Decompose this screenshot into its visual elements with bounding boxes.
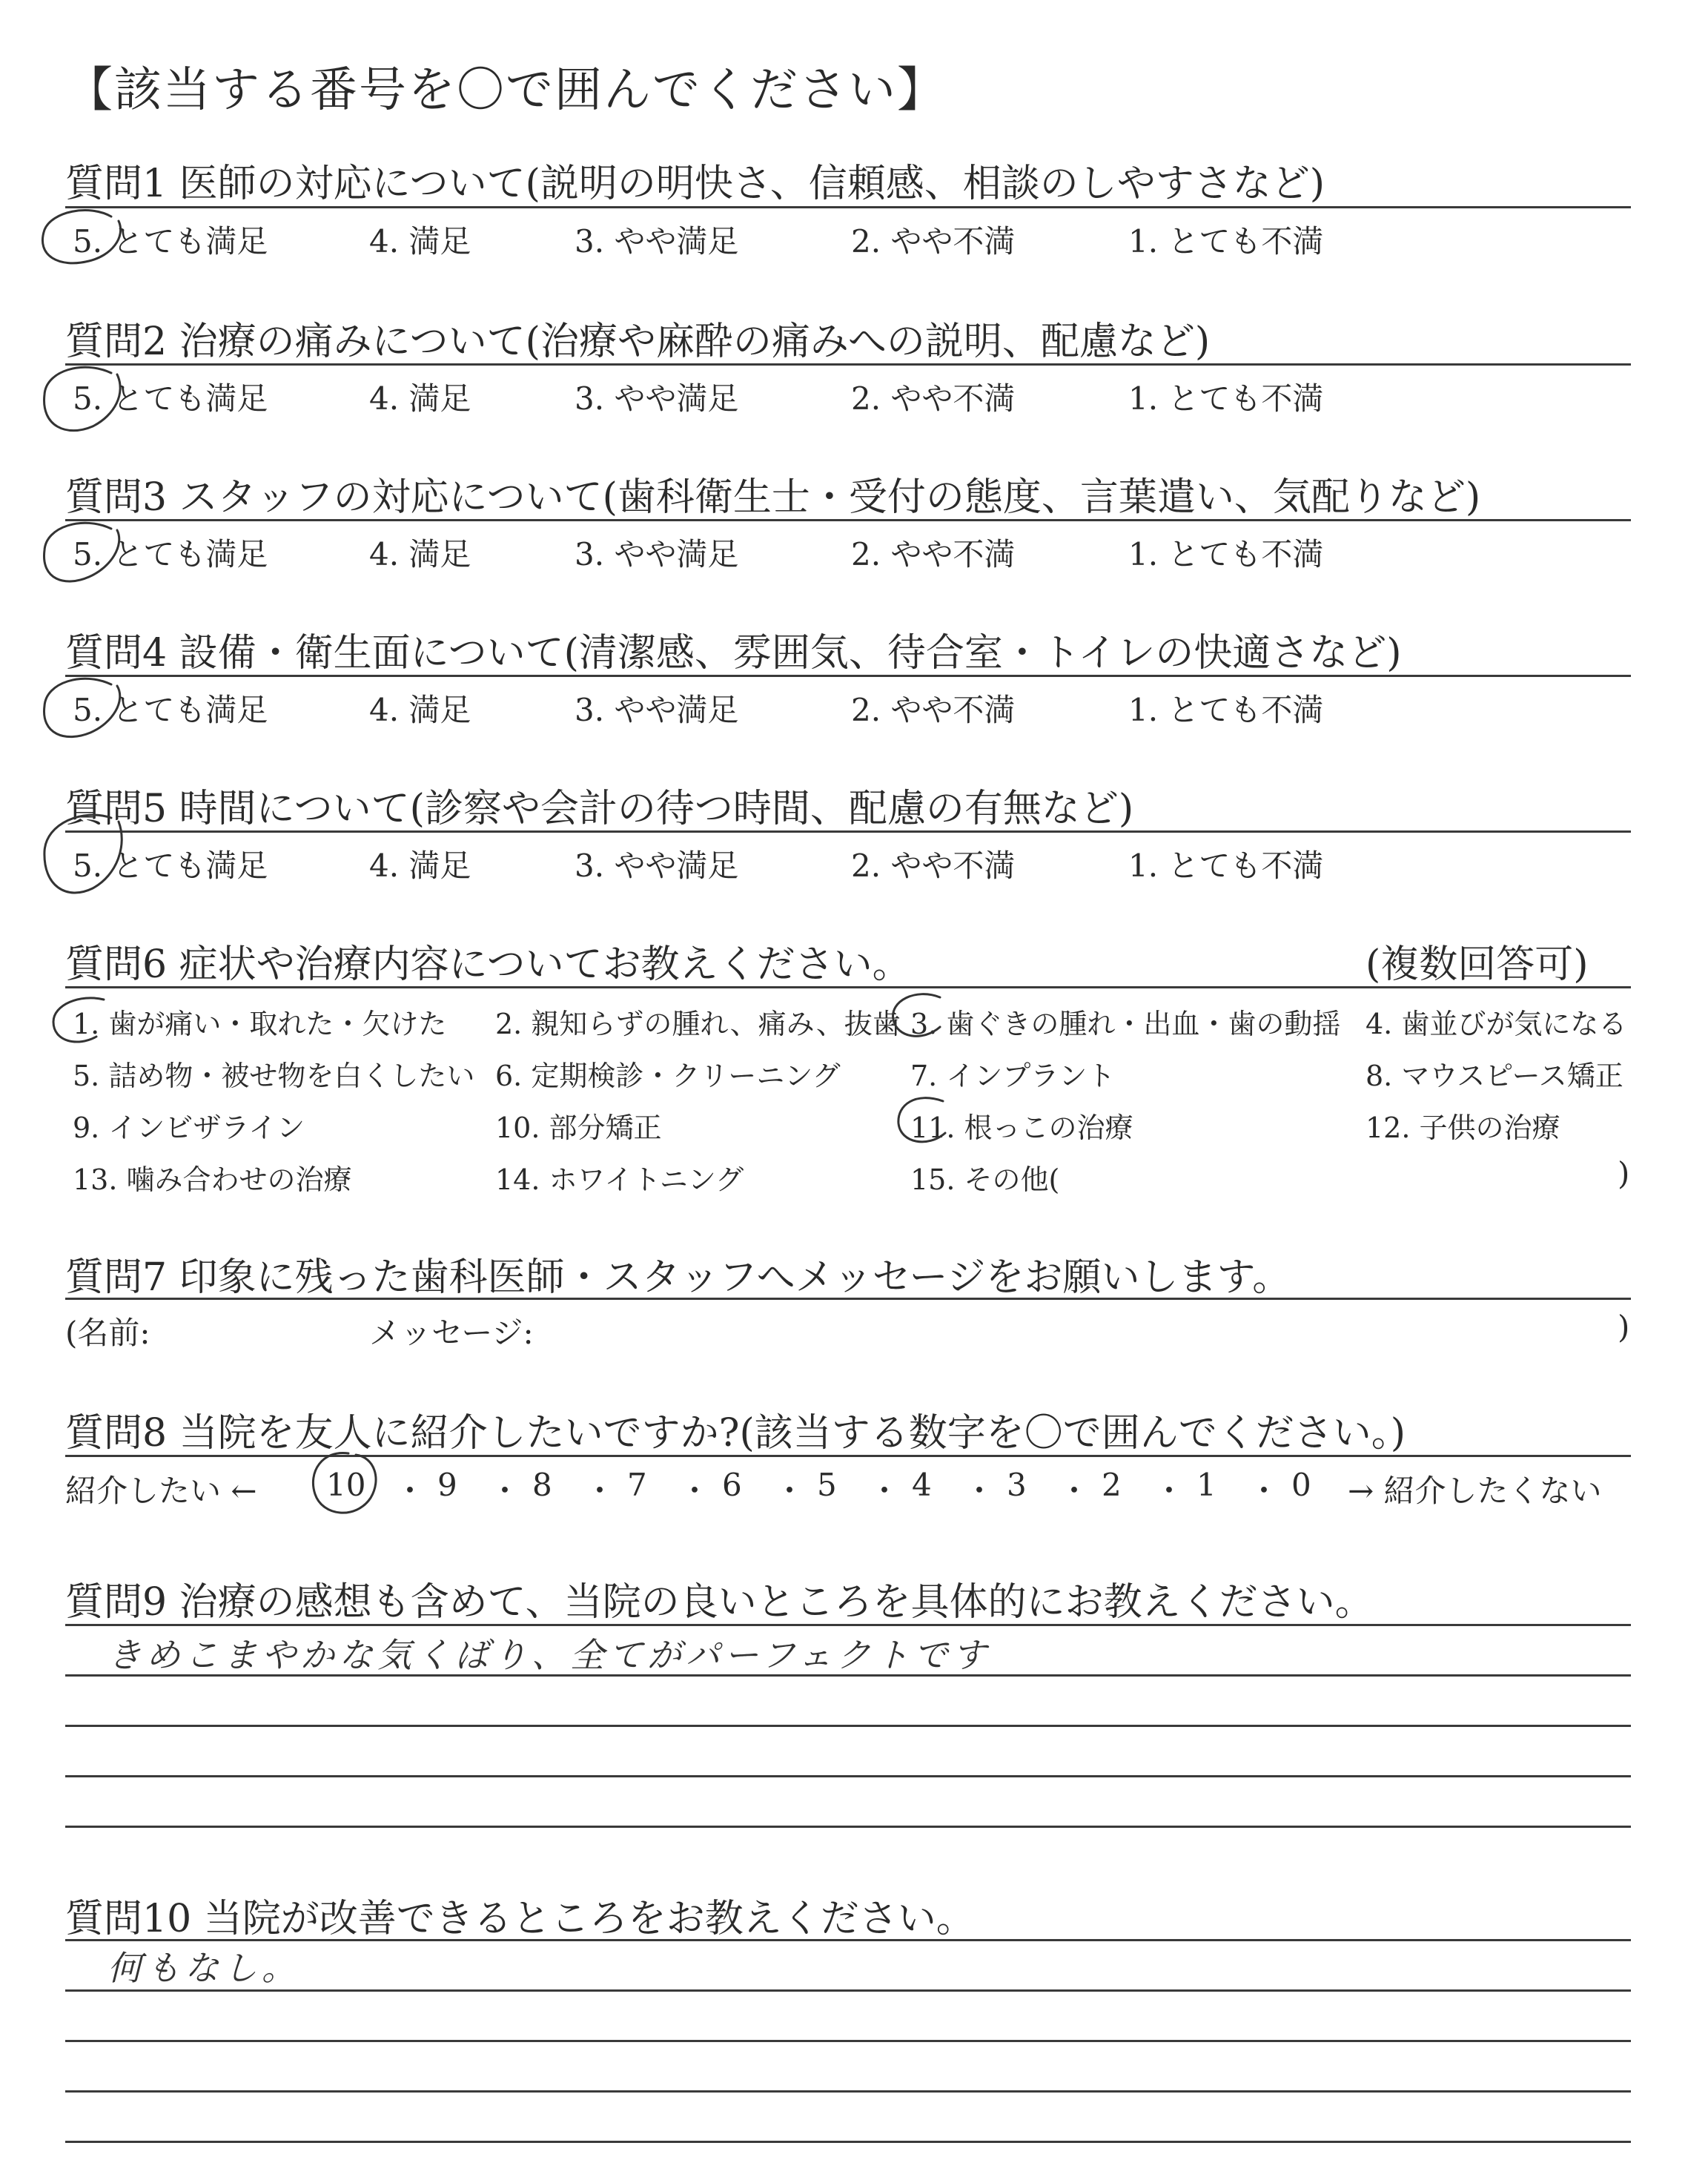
question-9-title: 質問9 治療の感想も含めて、当院の良いところを具体的にお教えください。 [65,1580,1374,1625]
q2-option-5[interactable]: 5. とても満足 [73,380,268,417]
q5-option-4[interactable]: 4. 満足 [369,848,471,884]
q3-option-1[interactable]: 1. とても不満 [1128,536,1324,572]
q8-score-5[interactable]: 5 [817,1467,837,1503]
q5-option-3[interactable]: 3. やや満足 [575,848,739,884]
q9-handwritten-answer: きめこまやかな気くばり、全てがパーフェクトです [107,1635,991,1675]
question-6-rule [65,986,1631,988]
q4-option-2[interactable]: 2. やや不満 [851,692,1016,728]
q2-option-1[interactable]: 1. とても不満 [1128,380,1324,417]
question-4-title: 質問4 設備・衛生面について(清潔感、雰囲気、待合室・トイレの快適さなど) [65,631,1402,676]
q6-option-9[interactable]: 9. インビザライン [73,1112,305,1144]
q6-option-14[interactable]: 14. ホワイトニング [495,1163,744,1196]
q8-score-10[interactable]: 10 [326,1467,366,1503]
q6-option-15[interactable]: 15. その他( [910,1163,1060,1196]
q9-line-1 [65,1624,1631,1626]
q8-score-6[interactable]: 6 [722,1467,742,1503]
q7-close-paren: ) [1618,1309,1630,1345]
q8-score-9[interactable]: 9 [437,1467,457,1503]
q1-option-1[interactable]: 1. とても不満 [1128,223,1324,260]
question-10-title: 質問10 当院が改善できるところをお教えください。 [65,1897,975,1941]
q8-score-4[interactable]: 4 [912,1467,932,1503]
q6-option-4[interactable]: 4. 歯並びが気になる [1366,1008,1627,1040]
q3-option-4[interactable]: 4. 満足 [369,536,471,572]
q8-score-8[interactable]: 8 [532,1467,552,1503]
q9-line-2 [65,1674,1631,1677]
q5-option-2[interactable]: 2. やや不満 [851,848,1016,884]
q4-option-1[interactable]: 1. とても不満 [1128,692,1324,728]
q5-option-1[interactable]: 1. とても不満 [1128,848,1324,884]
q2-option-2[interactable]: 2. やや不満 [851,380,1016,417]
question-8-title: 質問8 当院を友人に紹介したいですか?(該当する数字を〇で囲んでください。) [65,1411,1406,1456]
q6-option-13[interactable]: 13. 噛み合わせの治療 [73,1163,352,1196]
question-2-title: 質問2 治療の痛みについて(治療や麻酔の痛みへの説明、配慮など) [65,320,1211,364]
q4-option-5[interactable]: 5. とても満足 [73,692,268,728]
question-6-note: (複数回答可) [1366,942,1589,987]
q7-message-label: メッセージ: [369,1315,534,1351]
q6-option-3[interactable]: 3. 歯ぐきの腫れ・出血・歯の動揺 [910,1008,1341,1040]
q7-name-label: (名前: [65,1315,150,1351]
q8-score-7[interactable]: 7 [627,1467,647,1503]
q10-line-2 [65,1989,1631,1992]
q10-line-5 [65,2141,1631,2143]
q8-score-2[interactable]: 2 [1102,1467,1122,1503]
q6-option-12[interactable]: 12. 子供の治療 [1366,1112,1560,1144]
q1-option-2[interactable]: 2. やや不満 [851,223,1016,260]
q8-right-label: → 紹介したくない [1348,1473,1602,1509]
question-4-rule [65,675,1631,677]
q2-option-3[interactable]: 3. やや満足 [575,380,739,417]
q6-option-2[interactable]: 2. 親知らずの腫れ、痛み、抜歯 [495,1008,901,1040]
q4-option-4[interactable]: 4. 満足 [369,692,471,728]
q8-score-1[interactable]: 1 [1196,1467,1217,1503]
q8-left-label: 紹介したい ← [65,1473,257,1509]
question-2-rule [65,363,1631,366]
q6-other-close-paren: ) [1618,1155,1630,1192]
q3-option-5[interactable]: 5. とても満足 [73,536,268,572]
question-8-rule [65,1455,1631,1457]
question-3-title: 質問3 スタッフの対応について(歯科衛生士・受付の態度、言葉遣い、気配りなど) [65,475,1481,520]
question-7-title: 質問7 印象に残った歯科医師・スタッフへメッセージをお願いします。 [65,1255,1291,1300]
q10-handwritten-answer: 何もなし。 [107,1948,300,1988]
question-1-title: 質問1 医師の対応について(説明の明快さ、信頼感、相談のしやすさなど) [65,162,1325,206]
q1-option-5[interactable]: 5. とても満足 [73,223,268,260]
q2-option-4[interactable]: 4. 満足 [369,380,471,417]
question-7-rule [65,1298,1631,1300]
question-6-title: 質問6 症状や治療内容についてお教えください。 [65,942,911,987]
question-1-rule [65,206,1631,208]
q3-option-2[interactable]: 2. やや不満 [851,536,1016,572]
question-5-title: 質問5 時間について(診察や会計の待つ時間、配慮の有無など) [65,787,1134,831]
page-title: 【該当する番号を〇で囲んでください】 [65,63,946,118]
q9-line-4 [65,1775,1631,1777]
q9-line-3 [65,1725,1631,1727]
q10-line-3 [65,2040,1631,2042]
q1-option-3[interactable]: 3. やや満足 [575,223,739,260]
q8-score-0[interactable]: 0 [1291,1467,1311,1503]
q6-option-6[interactable]: 6. 定期検診・クリーニング [495,1060,841,1092]
q6-option-10[interactable]: 10. 部分矯正 [495,1112,662,1144]
q6-option-11[interactable]: 11. 根っこの治療 [910,1112,1133,1144]
q6-option-1[interactable]: 1. 歯が痛い・取れた・欠けた [73,1008,447,1040]
q9-line-5 [65,1826,1631,1828]
question-5-rule [65,830,1631,833]
q3-option-3[interactable]: 3. やや満足 [575,536,739,572]
q4-option-3[interactable]: 3. やや満足 [575,692,739,728]
q8-score-3[interactable]: 3 [1007,1467,1027,1503]
q6-option-5[interactable]: 5. 詰め物・被せ物を白くしたい [73,1060,475,1092]
q6-option-7[interactable]: 7. インプラント [910,1060,1116,1092]
q10-line-4 [65,2090,1631,2093]
q5-option-5[interactable]: 5. とても満足 [73,848,268,884]
question-3-rule [65,519,1631,521]
q1-option-4[interactable]: 4. 満足 [369,223,471,260]
q6-option-8[interactable]: 8. マウスピース矯正 [1366,1060,1623,1092]
